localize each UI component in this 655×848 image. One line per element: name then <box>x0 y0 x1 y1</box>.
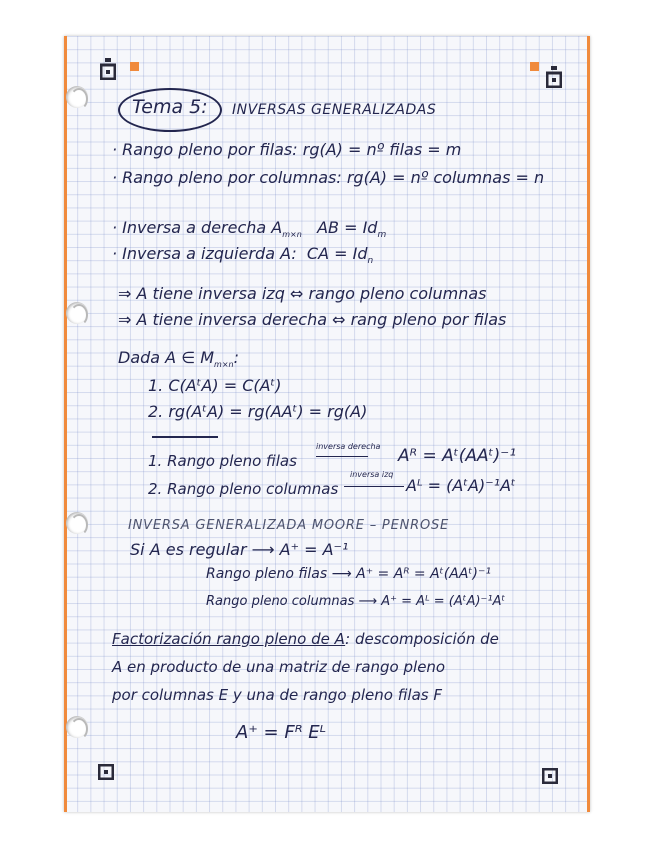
binder-ring <box>70 514 88 536</box>
implication-left: ⇒ A tiene inversa izq ⇔ rango pleno columnas <box>118 284 487 303</box>
notebook-logo-icon <box>98 764 114 780</box>
formula-right-text: 1. Rango pleno filas <box>148 452 297 470</box>
arrow-label-right: inversa derecha <box>316 442 381 451</box>
notebook-logo-icon <box>100 58 116 80</box>
page-edge-left <box>64 36 67 812</box>
page-heading: INVERSAS GENERALIZADAS <box>232 102 437 118</box>
arrow-line <box>316 456 368 457</box>
moore-cols: Rango pleno columnas ⟶ A⁺ = Aᴸ = (AᵗA)⁻¹Aᵗ <box>206 594 506 609</box>
formula-left-result: Aᴸ = (AᵗA)⁻¹Aᵗ <box>406 476 516 495</box>
binder-ring <box>70 718 88 740</box>
binder-ring <box>70 88 88 110</box>
formula-left-text: 2. Rango pleno columnas <box>148 480 339 498</box>
property-1: 1. C(AᵗA) = C(Aᵗ) <box>148 376 282 395</box>
implication-right: ⇒ A tiene inversa derecha ⇔ rang pleno por filas <box>118 310 507 329</box>
property-2: 2. rg(AᵗA) = rg(AAᵗ) = rg(A) <box>148 402 368 421</box>
right-inverse: · Inversa a derecha $A_{m\times n}$ AB = $Id_m$ <box>112 218 387 241</box>
factorization-line-2: A en producto de una matriz de rango pleno <box>112 658 446 676</box>
arrow-line <box>344 486 404 487</box>
moore-regular: Si A es regular ⟶ A⁺ = A⁻¹ <box>130 540 349 559</box>
tema-label: Tema 5: <box>132 96 208 118</box>
final-formula: A⁺ = Fᴿ Eᴸ <box>236 722 326 743</box>
factorization-line-3: por columnas E y una de rango pleno filas F <box>112 686 442 704</box>
corner-square <box>130 62 139 71</box>
moore-penrose-heading: INVERSA GENERALIZADA MOORE – PENROSE <box>128 518 450 533</box>
notebook-logo-icon <box>546 66 562 88</box>
def-cols: · Rango pleno por columnas: rg(A) = nº columnas = n <box>112 168 545 187</box>
notebook-logo-icon <box>542 768 558 784</box>
moore-rows: Rango pleno filas ⟶ A⁺ = Aᴿ = Aᵗ(AAᵗ)⁻¹ <box>206 566 491 582</box>
binder-ring <box>70 304 88 326</box>
arrow-label-left: inversa izq <box>350 470 394 479</box>
left-inverse: · Inversa a izquierda A: CA = $Id_n$ <box>112 244 374 267</box>
separator-line <box>152 436 218 438</box>
dada-line: Dada A ∈ $M_{m\times n}$: <box>118 348 239 370</box>
page-edge-right <box>587 36 590 812</box>
corner-square <box>530 62 539 71</box>
def-rows: · Rango pleno por filas: rg(A) = nº filas = m <box>112 140 462 159</box>
formula-right-result: Aᴿ = Aᵗ(AAᵗ)⁻¹ <box>398 446 517 466</box>
factorization-line: Factorización rango pleno de A: descomposición de <box>112 630 499 648</box>
